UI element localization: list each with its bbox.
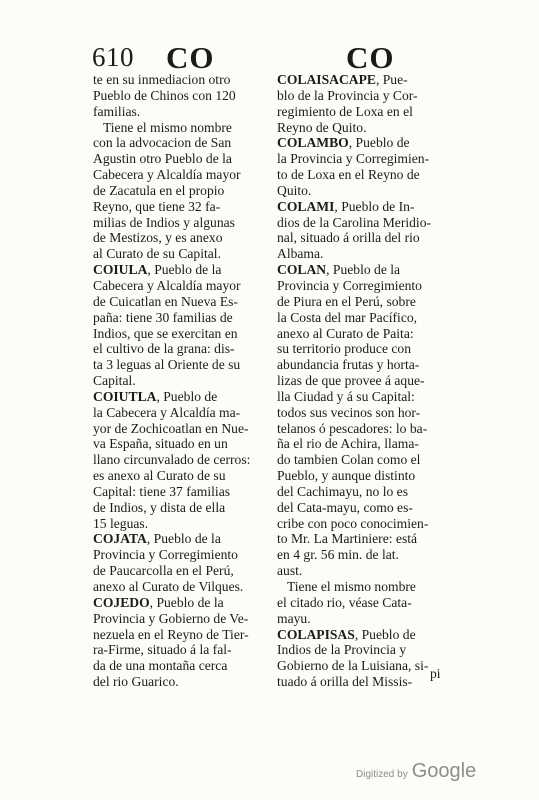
text-line [277, 611, 453, 627]
line-text: llano circunvalado de cerros: [93, 452, 251, 468]
entry-headword: COIUTLA [93, 388, 157, 404]
text-line [277, 199, 453, 215]
text-line [277, 310, 453, 326]
text-line [277, 642, 453, 658]
line-text: Reyno, que tiene 32 fa- [93, 198, 221, 214]
line-text: Capital. [93, 373, 136, 389]
line-text: tuado á orilla del Missis- [277, 674, 413, 690]
line-text: telanos ó pescadores: lo ba- [277, 420, 428, 436]
text-line [93, 547, 269, 563]
line-text: yor de Zochicoatlan en Nue- [93, 420, 249, 436]
text-line [277, 278, 453, 294]
page-number: 610 [92, 42, 134, 72]
line-text: paña: tiene 30 familias de [93, 309, 233, 325]
text-line [277, 484, 453, 500]
text-line [93, 88, 269, 104]
text-line [93, 500, 269, 516]
text-line [277, 452, 453, 468]
line-text: to de Loxa en el Reyno de [277, 167, 420, 183]
text-line [277, 183, 453, 199]
line-text: , Pueblo de la [326, 262, 401, 278]
line-text: Capital: tiene 37 familias [93, 483, 231, 499]
line-text: Pueblo, y aunque distinto [277, 468, 416, 484]
text-line [93, 246, 269, 262]
line-text: nezuela en el Reyno de Tier- [93, 626, 249, 642]
line-text: de Cuicatlan en Nueva Es- [93, 293, 238, 309]
digitized-watermark [356, 760, 476, 783]
line-text: de Paucarcolla en el Perú, [93, 563, 234, 579]
text-line [277, 341, 453, 357]
entry-headword: COIULA [93, 262, 148, 278]
right-running-heading: CO [346, 40, 395, 75]
text-line [93, 199, 269, 215]
text-line [277, 326, 453, 342]
line-text: con la advocacion de San [93, 135, 232, 151]
text-line [277, 167, 453, 183]
line-text: de Piura en el Perú, sobre [277, 293, 416, 309]
text-line [93, 294, 269, 310]
text-line [277, 230, 453, 246]
text-line [277, 215, 453, 231]
entry-headword: COLAMBO [277, 135, 349, 151]
line-text: Tiene el mismo nombre [93, 119, 232, 135]
entry-headword: COJATA [93, 531, 147, 547]
text-line [277, 563, 453, 579]
text-line [93, 357, 269, 373]
line-text: cribe con poco conocimien- [277, 515, 429, 531]
left-running-heading: CO [166, 40, 215, 75]
line-text: del rio Guarico. [93, 674, 179, 690]
line-text: Pueblo de Chinos con 120 [93, 87, 236, 103]
text-line [93, 452, 269, 468]
entry-headword: COLAPISAS [277, 626, 355, 642]
text-line [93, 674, 269, 690]
line-text: Provincia y Corregimiento [93, 547, 238, 563]
line-text: , Pueblo de la [146, 531, 221, 547]
text-line [93, 341, 269, 357]
text-line [93, 579, 269, 595]
line-text: do tambien Colan como el [277, 452, 421, 468]
line-text: 15 leguas. [93, 515, 149, 531]
text-line [277, 468, 453, 484]
line-text: da de una montaña cerca [93, 658, 228, 674]
text-line [93, 389, 269, 405]
text-line [93, 151, 269, 167]
line-text: ta 3 leguas al Oriente de su [93, 357, 241, 373]
watermark-prefix: Digitized by [356, 769, 408, 780]
line-text: Gobierno de la Luisiana, si- [277, 658, 429, 674]
line-text: Agustin otro Pueblo de la [93, 151, 232, 167]
line-text: anexo al Curato de Paita: [277, 325, 414, 341]
text-line [277, 88, 453, 104]
line-text: la Provincia y Corregimien- [277, 151, 430, 167]
text-line [93, 421, 269, 437]
text-line [277, 104, 453, 120]
line-text: Provincia y Corregimiento [277, 277, 422, 293]
line-text: anexo al Curato de Vilques. [93, 579, 244, 594]
line-text: , Pueblo de In- [334, 198, 415, 214]
line-text: de Mestizos, y es anexo [93, 230, 223, 246]
text-line [93, 310, 269, 326]
line-text: , Pueblo de [348, 135, 410, 151]
line-text: Quito. [277, 182, 312, 198]
text-line [93, 135, 269, 151]
text-line [277, 421, 453, 437]
line-text: Provincia y Gobierno de Ve- [93, 610, 249, 626]
text-line [277, 389, 453, 405]
line-text: es anexo al Curato de su [93, 468, 226, 484]
text-line [93, 516, 269, 532]
line-text: familias. [93, 103, 141, 119]
line-text: del Cachimayu, no lo es [277, 483, 408, 499]
text-line [93, 167, 269, 183]
line-text: , Pue- [375, 72, 408, 87]
line-text: mayu. [277, 610, 311, 626]
text-line [277, 531, 453, 547]
line-text: regimiento de Loxa en el [277, 103, 413, 119]
line-text: ra-Firme, situado á la fal- [93, 642, 232, 658]
line-text: , Pueblo de [354, 626, 416, 642]
text-line [93, 183, 269, 199]
text-line [277, 262, 453, 278]
entry-headword: COLAISACAPE [277, 72, 376, 87]
text-line [277, 627, 453, 643]
text-line [277, 373, 453, 389]
watermark-brand: Google [411, 760, 477, 782]
text-line [277, 135, 453, 151]
entry-headword: COLAMI [277, 198, 335, 214]
line-text: lla Ciudad y á su Capital: [277, 388, 415, 404]
text-line [93, 278, 269, 294]
text-line [277, 436, 453, 452]
text-line [277, 294, 453, 310]
text-line [277, 357, 453, 373]
entry-headword: COLAN [277, 262, 327, 278]
text-line [277, 151, 453, 167]
line-text: su territorio produce con [277, 341, 412, 357]
text-line [277, 516, 453, 532]
line-text: va España, situado en un [93, 436, 228, 452]
line-text: el cultivo de la grana: dis- [93, 341, 235, 357]
text-line [93, 405, 269, 421]
text-line [93, 468, 269, 484]
text-line [93, 120, 269, 136]
text-line [277, 674, 453, 690]
line-text: ña el rio de Achira, llama- [277, 436, 419, 452]
line-text: todos sus vecinos son hor- [277, 404, 421, 420]
text-line [93, 627, 269, 643]
entry-headword: COJEDO [93, 594, 150, 610]
text-line [93, 484, 269, 500]
text-line [93, 611, 269, 627]
line-text: Indios, que se exercitan en [93, 325, 238, 341]
text-line [277, 595, 453, 611]
line-text: Cabecera y Alcaldía mayor [93, 167, 241, 183]
text-line [93, 642, 269, 658]
line-text: milias de Indios y algunas [93, 214, 235, 230]
line-text: el citado rio, véase Cata- [277, 594, 412, 610]
text-line [93, 104, 269, 120]
line-text: Cabecera y Alcaldía mayor [93, 277, 241, 293]
text-line [93, 373, 269, 389]
line-text: , Pueblo de la [149, 594, 224, 610]
text-line [93, 230, 269, 246]
text-line [277, 579, 453, 595]
line-text: en 4 gr. 56 min. de lat. [277, 547, 399, 563]
line-text: Reyno de Quito. [277, 119, 367, 135]
text-line [93, 531, 269, 547]
text-line [277, 72, 453, 88]
line-text: la Costa del mar Pacífico, [277, 309, 418, 325]
line-text: de Zacatula en el propio [93, 182, 225, 198]
text-line [277, 500, 453, 516]
line-text: aust. [277, 563, 303, 579]
right-column [277, 72, 453, 690]
line-text: lizas de que provee á aque- [277, 373, 425, 389]
line-text: nal, situado á orilla del rio [277, 230, 420, 246]
text-line [277, 405, 453, 421]
line-text: to Mr. La Martiniere: está [277, 531, 418, 547]
line-text: la Cabecera y Alcaldía ma- [93, 404, 241, 420]
text-line [93, 658, 269, 674]
text-line [277, 547, 453, 563]
line-text: al Curato de su Capital. [93, 246, 221, 262]
line-text: Tiene el mismo nombre [277, 579, 416, 594]
line-text: Indios de la Provincia y [277, 642, 407, 658]
line-text: dios de la Carolina Meridio- [277, 214, 432, 230]
text-line [93, 262, 269, 278]
text-line [93, 595, 269, 611]
line-text: Albama. [277, 246, 324, 262]
left-column [93, 72, 269, 690]
catchword: pi [430, 666, 441, 681]
line-text: , Pueblo de [156, 388, 218, 404]
text-line [93, 326, 269, 342]
line-text: abundancia frutas y horta- [277, 357, 420, 373]
line-text: , Pueblo de la [147, 262, 222, 278]
line-text: de Indios, y dista de ella [93, 499, 226, 515]
text-line [277, 246, 453, 262]
text-line [277, 120, 453, 136]
line-text: te en su inmediacion otro [93, 72, 231, 87]
text-line [93, 563, 269, 579]
line-text: del Cata-mayu, como es- [277, 499, 413, 515]
text-line [93, 436, 269, 452]
line-text: blo de la Provincia y Cor- [277, 87, 418, 103]
text-line [93, 72, 269, 88]
text-line [93, 215, 269, 231]
text-line [277, 658, 453, 674]
